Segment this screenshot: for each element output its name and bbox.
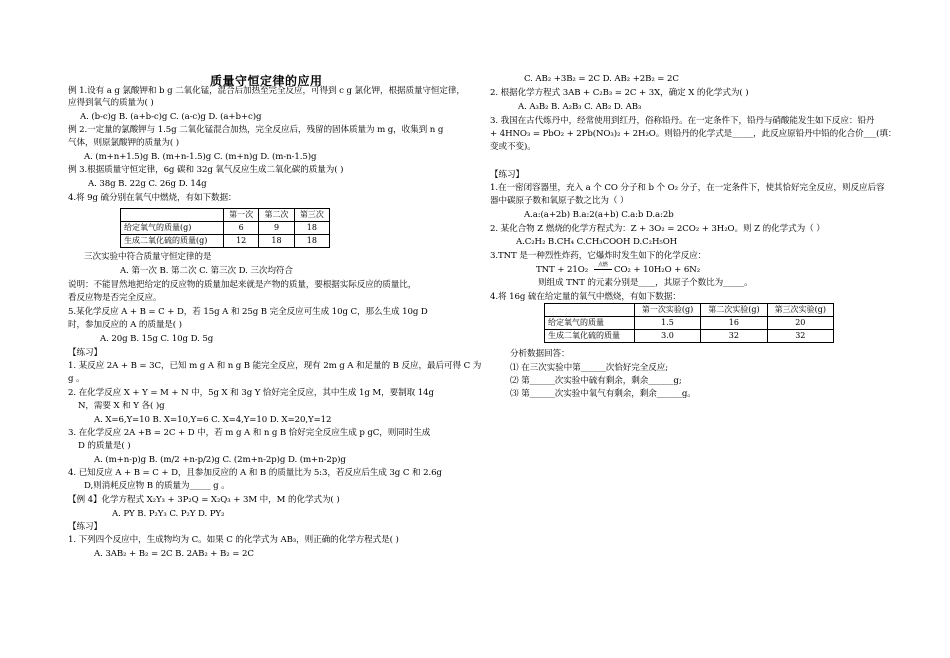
table-cell: 32 [767, 330, 833, 343]
question-line: D 的质量是( ) [78, 441, 131, 451]
table-row [121, 235, 330, 248]
question-line: 4.将 16g 硫在给定量的氧气中燃烧，有如下数据： [490, 292, 681, 302]
row-label: 给定氧气的质量(g) [121, 222, 224, 235]
table-row [121, 222, 330, 235]
row-label: 给定氧气的质量 [545, 317, 635, 330]
table-cell: 1.5 [634, 317, 700, 330]
table-cell: 3.0 [634, 330, 700, 343]
table-cell: 20 [767, 317, 833, 330]
reaction-condition: 点燃 [598, 262, 608, 268]
question-line: 2. 在化学反应 X + Y = M + N 中，5g X 和 3g Y 恰好完全反应，其中生成 1g M，要制取 14g [68, 388, 434, 398]
row-label: 生成二氧化硫的质量 [545, 330, 635, 343]
table-cell: 16 [701, 317, 767, 330]
answer-options: A. A₃B₂ B. A₂B₃ C. AB₂ D. AB₃ [518, 102, 642, 112]
section-heading: 【练习】 [68, 522, 102, 532]
question-line: 4. 已知反应 A + B = C + D，且参加反应的 A 和 B 的质量比为 5:3，若反应后生成 3g C 和 2.6g [68, 468, 442, 478]
equation-right: CO₂ + 10H₂O + 6N₂ [614, 265, 701, 275]
question-line: 5.某化学反应 A + B = C + D，若 15g A 和 25g B 完全反应可生成 10g C，那么生成 10g D [68, 307, 428, 317]
table-cell: 18 [294, 235, 329, 248]
question-line: 例 3.根据质量守恒定律，6g 碳和 32g 氧气反应生成二氧化碳的质量为( ) [68, 165, 344, 175]
question-line: 则组成 TNT 的元素分别是____，其原子个数比为_____。 [538, 278, 753, 288]
table-row [545, 330, 834, 343]
answer-options: A. 20g B. 15g C. 10g D. 5g [100, 334, 214, 344]
table-cell: 9 [259, 222, 294, 235]
question-line: N，需要 X 和 Y 各( )g [78, 401, 165, 411]
question-line: D,则消耗反应物 B 的质量为_____ g 。 [84, 481, 230, 491]
question-line: 1.在一密闭容器里，充入 a 个 CO 分子和 b 个 O₂ 分子，在一定条件下，使其恰好完全反应，则反应后容 [490, 183, 885, 193]
table-header-cell [121, 209, 224, 222]
question-line: 1. 某反应 2A + B = 3C，已知 m g A 和 n g B 能完全反应，现有 2m g A 和足量的 B 反应，最后可得 C 为 [68, 361, 482, 371]
page-title: 质量守恒定律的应用 [210, 74, 323, 88]
question-line: 分析数据回答： [510, 349, 570, 359]
answer-options: A.C₂H₂ B.CH₄ C.CH₃COOH D.C₂H₅OH [516, 237, 678, 247]
question-line: 4.将 9g 硫分别在氧气中燃烧，有如下数据： [68, 193, 237, 203]
table-header-cell: 第二次实验(g) [701, 304, 767, 317]
question-line: 3.TNT 是一种烈性炸药，它爆炸时发生如下的化学反应： [490, 251, 707, 261]
table-cell: 18 [294, 222, 329, 235]
question-line: 器中碳原子数和氧原子数之比为（ ） [490, 196, 629, 206]
answer-options: A. X=6,Y=10 B. X=10,Y=6 C. X=4,Y=10 D. X=20,Y=12 [94, 415, 332, 425]
table-header-cell [545, 304, 635, 317]
question-line: 应得到氧气的质量为( ) [68, 98, 154, 108]
question-line: g 。 [68, 374, 85, 384]
question-line: 例 2.一定量的氯酸钾与 1.5g 二氧化锰混合加热，完全反应后，残留的固体质量为 m g，收集到 n g [68, 125, 444, 135]
answer-options: A. (b-c)g B. (a+b-c)g C. (a-c)g D. (a+b+c)g [80, 112, 262, 122]
table-cell: 32 [701, 330, 767, 343]
question-line: 2. 某化合物 Z 燃烧的化学方程式为：Z + 3O₂ = 2CO₂ + 3H₂O。则 Z 的化学式为（ ） [490, 224, 825, 234]
table-header-cell: 第三次 [294, 209, 329, 222]
answer-options: A. (m+n-p)g B. (m/2 +n-p/2)g C. (2m+n-2p)g D. (m+n-2p)g [94, 455, 346, 465]
section-heading: 【练习】 [490, 170, 524, 180]
note-line: 说明：不能冒然地把给定的反应物的质量加起来就是产物的质量，要根据实际反应的质量比， [68, 280, 417, 290]
answer-options: A. (m+n+1.5)g B. (m+n-1.5)g C. (m+n)g D. (m-n-1.5)g [84, 152, 317, 162]
table-cell: 12 [224, 235, 259, 248]
note-line: 看反应物是否完全反应。 [68, 293, 162, 303]
question-line: + 4HNO₃ = PbO₂ + 2Pb(NO₃)₂ + 2H₂O。则铅丹的化学式是_____，此反应原铅丹中铅的化合价___(填： [490, 129, 897, 139]
answer-options: A. PY B. P₂Y₃ C. P₂Y D. PY₂ [112, 509, 225, 519]
table-cell: 18 [259, 235, 294, 248]
answer-options: C. AB₂ +3B₂ = 2C D. AB₂ +2B₂ = 2C [524, 74, 679, 84]
answer-options: A. 3AB₂ + B₂ = 2C B. 2AB₂ + B₂ = 2C [94, 549, 254, 559]
answer-options: A.a:(a+2b) B.a:2(a+b) C.a:b D.a:2b [524, 210, 674, 220]
reaction-arrow [594, 269, 612, 270]
answer-options: A. 38g B. 22g C. 26g D. 14g [88, 179, 207, 189]
section-heading: 【练习】 [68, 348, 102, 358]
table-header-cell: 第一次实验(g) [634, 304, 700, 317]
question-line: 1. 下列四个反应中，生成物均为 C。如果 C 的化学式为 AB₃，则正确的化学方程式是( ) [68, 535, 399, 545]
table-header-cell: 第一次 [224, 209, 259, 222]
equation-left: TNT + 21O₂ [536, 265, 589, 275]
question-line: 三次实验中符合质量守恒定律的是 [84, 252, 212, 262]
answer-options: A. 第一次 B. 第二次 C. 第三次 D. 三次均符合 [120, 266, 293, 276]
table-header-cell: 第三次实验(g) [767, 304, 833, 317]
table-row [545, 317, 834, 330]
table-cell: 6 [224, 222, 259, 235]
question-line: ⑵ 第______次实验中硫有剩余，剩余______g; [510, 376, 682, 386]
question-line: 时，参加反应的 A 的质量是( ) [68, 320, 182, 330]
question-line: 气体，则原氯酸钾的质量为( ) [68, 138, 180, 148]
oxygen-sulfur-table-2 [544, 303, 834, 343]
question-line: ⑶ 第______次实验中氧气有剩余，剩余______g。 [510, 389, 696, 399]
table-header-cell: 第二次 [259, 209, 294, 222]
oxygen-sulfur-table-1 [120, 208, 330, 248]
question-line: 2. 根据化学方程式 3AB + C₂B₃ = 2C + 3X，确定 X 的化学式为( ) [490, 88, 749, 98]
row-label: 生成二氧化硫的质量(g) [121, 235, 224, 248]
question-line: 3. 在化学反应 2A +B = 2C + D 中，若 m g A 和 n g B 恰好完全反应生成 p gC，则同时生成 [68, 428, 431, 438]
question-line: ⑴ 在三次实验中第______次恰好完全反应; [510, 363, 669, 373]
question-line: 例 1.设有 a g 氯酸钾和 b g 二氧化锰，混合后加热至完全反应，可得到 c g 氯化钾，根据质量守恒定律， [68, 86, 465, 96]
question-line: 变或不变)。 [490, 142, 536, 152]
question-line: 【例 4】化学方程式 X₂Y₃ + 3P₂Q = X₂Q₃ + 3M 中，M 的化学式为( ) [68, 495, 340, 505]
question-line: 3. 我国在古代炼丹中，经常使用到红丹，俗称铅丹。在一定条件下，铅丹与硝酸能发生如下反应：铅丹 [490, 116, 875, 126]
